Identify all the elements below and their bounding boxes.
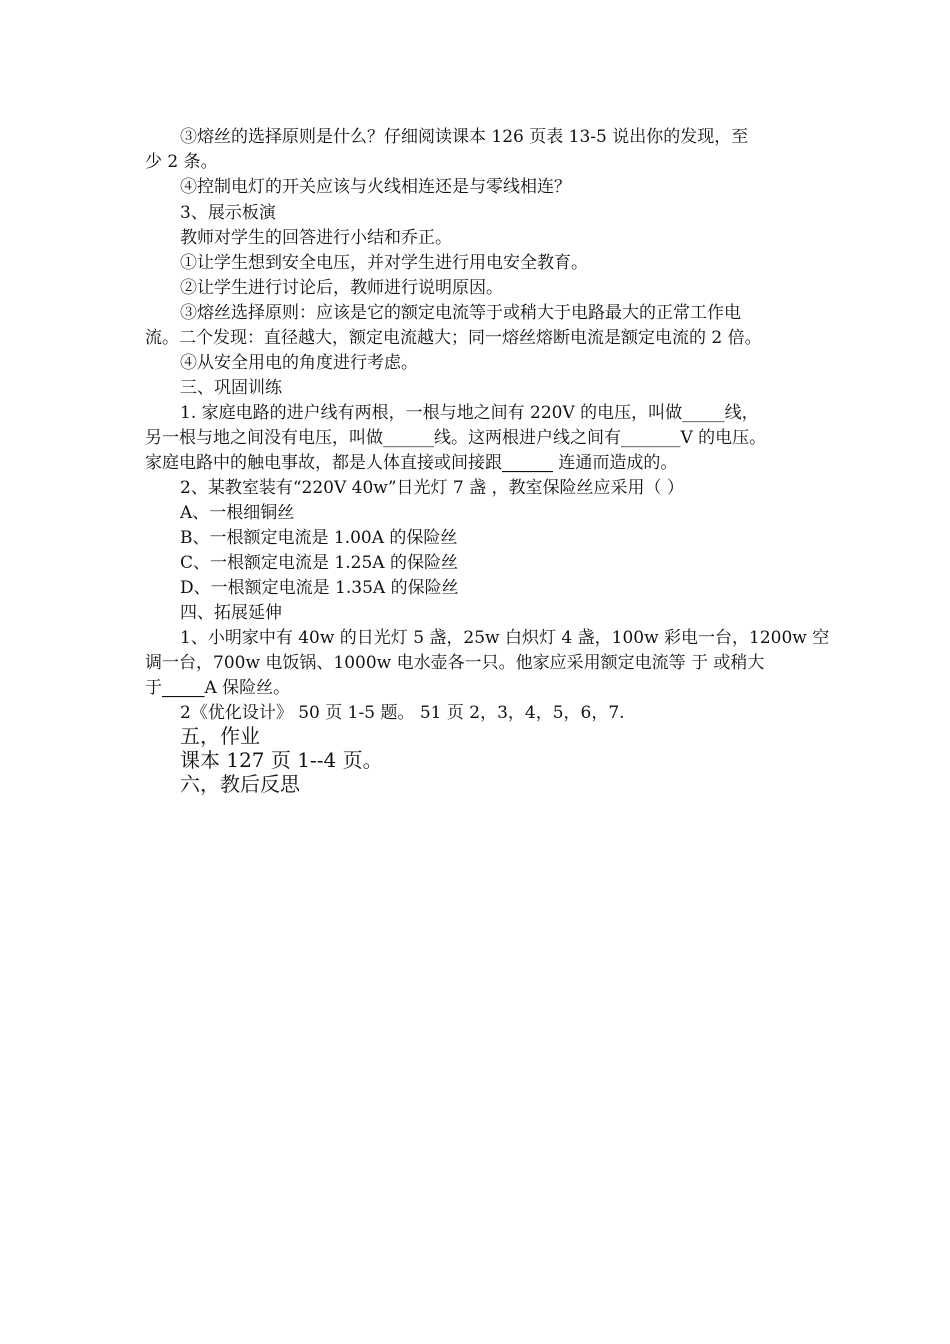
- exercise-1-cont-2: [145, 451, 677, 475]
- fill-blank: ______: [502, 453, 553, 473]
- extension-1-cont-2: [145, 676, 290, 700]
- answer-item-3: ③熔丝选择原则：应该是它的额定电流等于或稍大于电路最大的正常工作电: [180, 303, 741, 323]
- option-a: A、一根细铜丝: [180, 503, 295, 523]
- question-switch-connection: ④控制电灯的开关应该与火线相连还是与零线相连？: [180, 177, 571, 197]
- section-heading-extension: 四、拓展延伸: [180, 603, 282, 623]
- answer-item-2: ②让学生进行讨论后，教师进行说明原因。: [180, 278, 503, 298]
- exercise-1-text: 家庭电路中的触电事故，都是人体直接或间接跟: [145, 453, 502, 473]
- extension-2: 2《优化设计》 50 页 1-5 题。 51 页 2，3，4，5，6，7.: [180, 703, 625, 723]
- answer-item-3-cont: 流。二个发现：直径越大，额定电流越大；同一熔丝熔断电流是额定电流的 2 倍。: [145, 328, 762, 348]
- extension-1-text-end: A 保险丝。: [204, 678, 291, 698]
- paragraph-teacher-summary: 教师对学生的回答进行小结和乔正。: [180, 228, 452, 248]
- option-b: B、一根额定电流是 1.00A 的保险丝: [180, 528, 458, 548]
- question-fuse-selection-cont: 少 2 条。: [145, 152, 218, 172]
- question-fuse-selection: ③熔丝的选择原则是什么？仔细阅读课本 126 页表 13-5 说出你的发现，至: [180, 127, 749, 147]
- section-heading-display: 3、展示板演: [180, 203, 276, 223]
- exercise-1-cont: 另一根与地之间没有电压，叫做______线。这两根进户线之间有_______V 的电压。: [145, 428, 767, 448]
- extension-1: 1、小明家中有 40w 的日光灯 5 盏，25w 白炽灯 4 盏，100w 彩电一台，1200w 空: [180, 628, 830, 648]
- section-heading-reflection: 六，教后反思: [180, 772, 300, 796]
- homework-text: 课本 127 页 1--4 页。: [180, 748, 383, 772]
- answer-item-4: ④从安全用电的角度进行考虑。: [180, 353, 418, 373]
- exercise-1-text-end: 连通而造成的。: [553, 453, 678, 473]
- exercise-2: 2、某教室装有“220V 40w”日光灯 7 盏 ，教室保险丝应采用（ ）: [180, 478, 684, 498]
- answer-item-1: ①让学生想到安全电压，并对学生进行用电安全教育。: [180, 253, 588, 273]
- extension-1-cont: 调一台，700w 电饭锅、1000w 电水壶各一只。他家应采用额定电流等 于 或稍大: [145, 653, 765, 673]
- fill-blank: _____: [162, 678, 205, 698]
- section-heading-practice: 三、巩固训练: [180, 378, 282, 398]
- extension-1-text: 于: [145, 678, 162, 698]
- exercise-1: 1. 家庭电路的进户线有两根，一根与地之间有 220V 的电压，叫做_____线，: [180, 403, 759, 423]
- option-d: D、一根额定电流是 1.35A 的保险丝: [180, 578, 459, 598]
- section-heading-homework: 五，作业: [180, 724, 260, 748]
- option-c: C、一根额定电流是 1.25A 的保险丝: [180, 553, 458, 573]
